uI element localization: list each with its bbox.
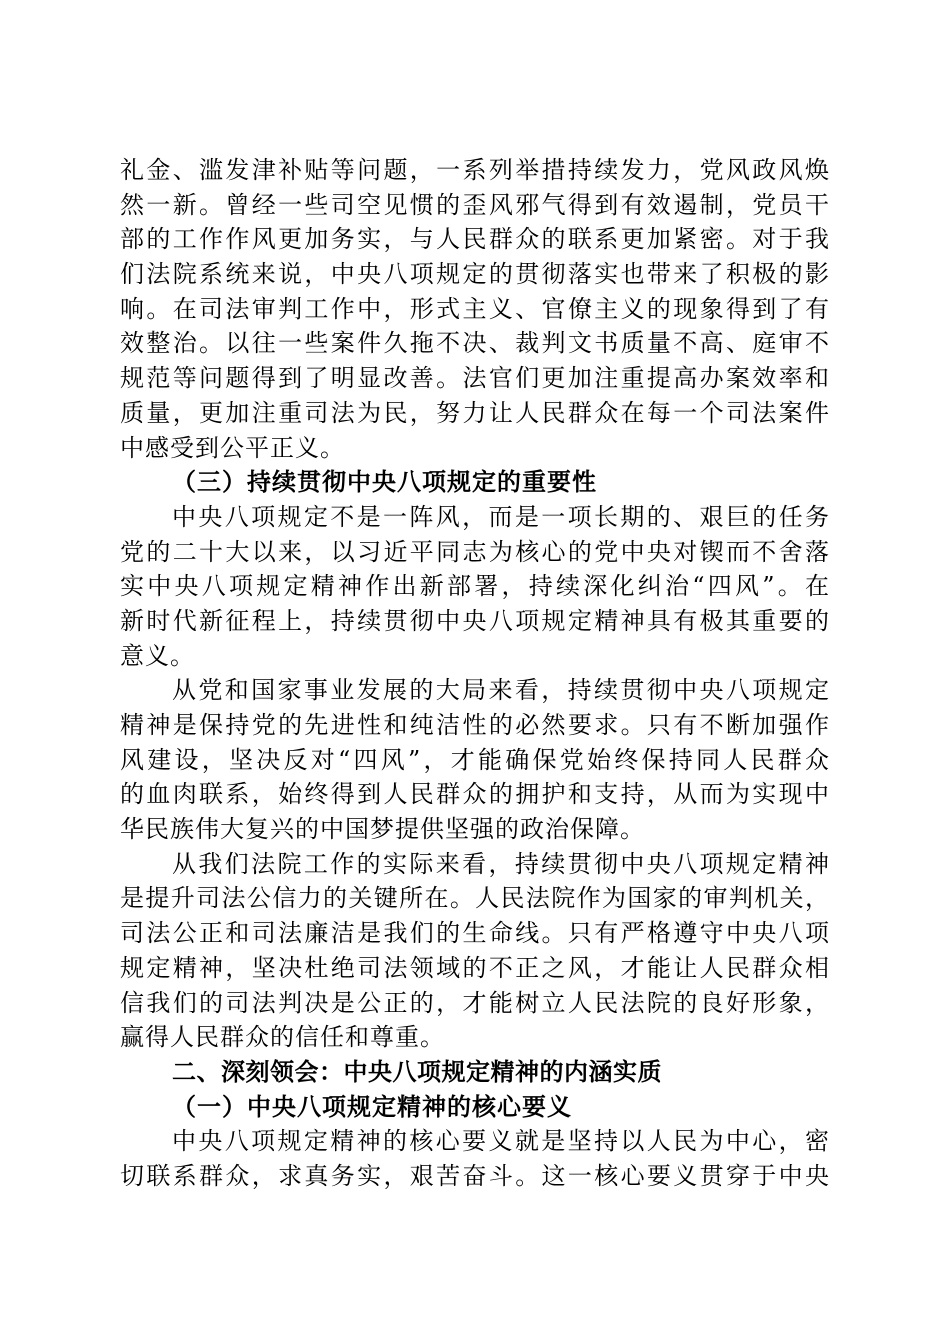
document-page bbox=[120, 153, 830, 1194]
text-line: 精神是保持党的先进性和纯洁性的必然要求。只有不断加强作 bbox=[120, 711, 830, 739]
paragraph-core-meaning bbox=[120, 1124, 830, 1193]
subsection-heading-core-meaning: （一）中央八项规定精神的核心要义 bbox=[172, 1091, 572, 1121]
text-line: 是提升司法公信力的关键所在。人民法院作为国家的审判机关， bbox=[120, 884, 830, 913]
text-line: 礼金、滥发津补贴等问题，一系列举措持续发力，党风政风焕 bbox=[120, 156, 830, 184]
text-line: 赢得人民群众的信任和尊重。 bbox=[120, 1023, 445, 1052]
text-line: 华民族伟大复兴的中国梦提供坚强的政治保障。 bbox=[120, 815, 645, 844]
text-line: 切联系群众，求真务实，艰苦奋斗。这一核心要义贯穿于中央 bbox=[120, 1161, 830, 1190]
text-line: 中央八项规定精神的核心要义就是坚持以人民为中心，密 bbox=[172, 1127, 830, 1156]
text-line: 规定精神，坚决杜绝司法领域的不正之风，才能让人民群众相 bbox=[120, 953, 830, 982]
text-line: 司法公正和司法廉洁是我们的生命线。只有严格遵守中央八项 bbox=[120, 919, 830, 948]
text-line: 规范等问题得到了明显改善。法官们更加注重提高办案效率和 bbox=[120, 364, 830, 393]
text-line: 中央八项规定不是一阵风，而是一项长期的、艰巨的任务 bbox=[172, 502, 830, 531]
text-line: 风建设，坚决反对“四风”，才能确保党始终保持同人民群众 bbox=[120, 745, 830, 774]
text-line: 部的工作作风更加务实，与人民群众的联系更加紧密。对于我 bbox=[120, 225, 830, 254]
subsection-heading-importance: （三）持续贯彻中央八项规定的重要性 bbox=[172, 467, 597, 497]
text-line: 意义。 bbox=[120, 641, 195, 670]
text-line: 新时代新征程上，持续贯彻中央八项规定精神具有极其重要的 bbox=[120, 606, 830, 635]
text-line: 信我们的司法判决是公正的，才能树立人民法院的良好形象， bbox=[120, 988, 830, 1017]
paragraph-importance-intro bbox=[120, 500, 830, 673]
text-line: 中感受到公平正义。 bbox=[120, 433, 345, 462]
paragraph-court-perspective bbox=[120, 847, 830, 1055]
text-line: 然一新。曾经一些司空见惯的歪风邪气得到有效遏制，党员干 bbox=[120, 190, 830, 219]
text-line: 党的二十大以来，以习近平同志为核心的党中央对锲而不舍落 bbox=[120, 537, 830, 566]
text-line: 效整治。以往一些案件久拖不决、裁判文书质量不高、庭审不 bbox=[120, 329, 830, 358]
section-heading-two: 二、深刻领会：中央八项规定精神的内涵实质 bbox=[172, 1057, 662, 1086]
paragraph-party-perspective bbox=[120, 673, 830, 846]
text-line: 们法院系统来说，中央八项规定的贯彻落实也带来了积极的影 bbox=[120, 260, 830, 289]
text-line: 质量，更加注重司法为民，努力让人民群众在每一个司法案件 bbox=[120, 398, 830, 427]
text-line: 从党和国家事业发展的大局来看，持续贯彻中央八项规定 bbox=[172, 676, 830, 705]
text-line: 响。在司法审判工作中，形式主义、官僚主义的现象得到了有 bbox=[120, 294, 830, 323]
text-line: 的血肉联系，始终得到人民群众的拥护和支持，从而为实现中 bbox=[120, 780, 830, 809]
paragraph-continuation bbox=[120, 153, 830, 465]
text-line: 从我们法院工作的实际来看，持续贯彻中央八项规定精神 bbox=[172, 849, 830, 878]
text-line: 实中央八项规定精神作出新部署，持续深化纠治“四风”。在 bbox=[120, 572, 830, 601]
